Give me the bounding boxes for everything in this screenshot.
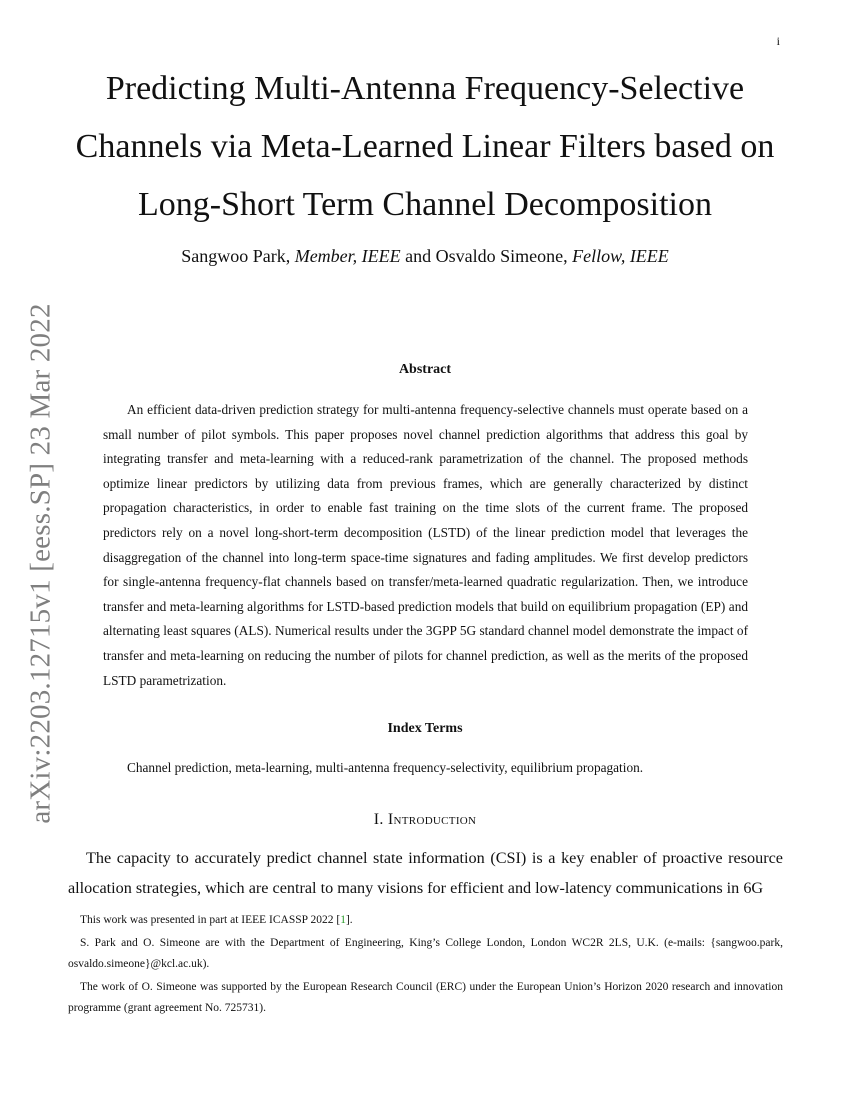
footnote	[68, 910, 783, 931]
page-number: i	[776, 34, 780, 48]
footnotes	[68, 910, 783, 1021]
index-terms-heading: Index Terms	[387, 721, 463, 736]
author-role: Fellow, IEEE	[572, 246, 669, 266]
title-line: Predicting Multi-Antenna Frequency-Selective	[105, 70, 745, 107]
author-connector: and Osvaldo Simeone,	[405, 246, 568, 266]
author-line	[70, 243, 780, 269]
index-terms-text: Channel prediction, meta-learning, multi-antenna frequency-selectivity, equilibrium propagation.	[127, 760, 644, 775]
abstract-heading: Abstract	[398, 362, 452, 377]
author-name: Sangwoo Park,	[181, 246, 291, 266]
title-line: Channels via Meta-Learned Linear Filters based on	[75, 128, 775, 165]
introduction-heading: I. Introduction	[373, 811, 477, 828]
arxiv-identifier-text: arXiv:2203.12715v1 [eess.SP] 23 Mar 2022	[24, 302, 57, 824]
title-line: Long-Short Term Channel Decomposition	[138, 186, 712, 223]
footnote-text: This work was presented in part at IEEE ICASSP 2022 [	[80, 914, 341, 926]
author-role: Member, IEEE	[294, 246, 401, 266]
arxiv-identifier-stamp	[2, 288, 80, 838]
introduction-text: The capacity to accurately predict channel state information (CSI) is a key enabler of proactive resource allocation strategies, which are central to many visions for efficient and low-latency communications in 6G	[68, 849, 783, 897]
footnote: The work of O. Simeone was supported by the European Research Council (ERC) under the European Union’s Horizon 2020 research and innovation programme (grant agreement No. 725731).	[68, 981, 783, 1014]
footnote: S. Park and O. Simeone are with the Department of Engineering, King’s College London, London WC2R 2LS, U.K. (e-mails: {sangwoo.park, osvaldo.simeone}@kcl.ac.uk).	[68, 937, 783, 970]
citation-link[interactable]: 1	[340, 914, 346, 926]
footnote-text-end: ].	[345, 914, 353, 926]
paper-title	[70, 60, 780, 234]
abstract-text: An efficient data-driven prediction strategy for multi-antenna frequency-selective channels must operate based on a small number of pilot symbols. This paper proposes novel channel prediction algorithms that address this goal by integrating transfer and meta-learning with a reduced-rank parametrization of the channel. The proposed methods optimize linear predictors by utilizing data from previous frames, which are generally characterized by distinct propagation characteristics, in order to enable fast training on the time slots of the current frame. The proposed predictors rely on a novel long-short-term decomposition (LSTD) of the linear prediction model that leverages the disaggregation of the channel into long-term space-time signatures and fading amplitudes. We first develop predictors for single-antenna frequency-flat channels based on transfer/meta-learned quadratic regularization. Then, we introduce transfer and meta-learning algorithms for LSTD-based prediction models that build on equilibrium propagation (EP) and alternating least squares (ALS). Numerical results under the 3GPP 5G standard channel model demonstrate the impact of transfer and meta-learning on reducing the number of pilots for channel prediction, as well as the merits of the proposed LSTD parametrization.	[103, 402, 748, 688]
